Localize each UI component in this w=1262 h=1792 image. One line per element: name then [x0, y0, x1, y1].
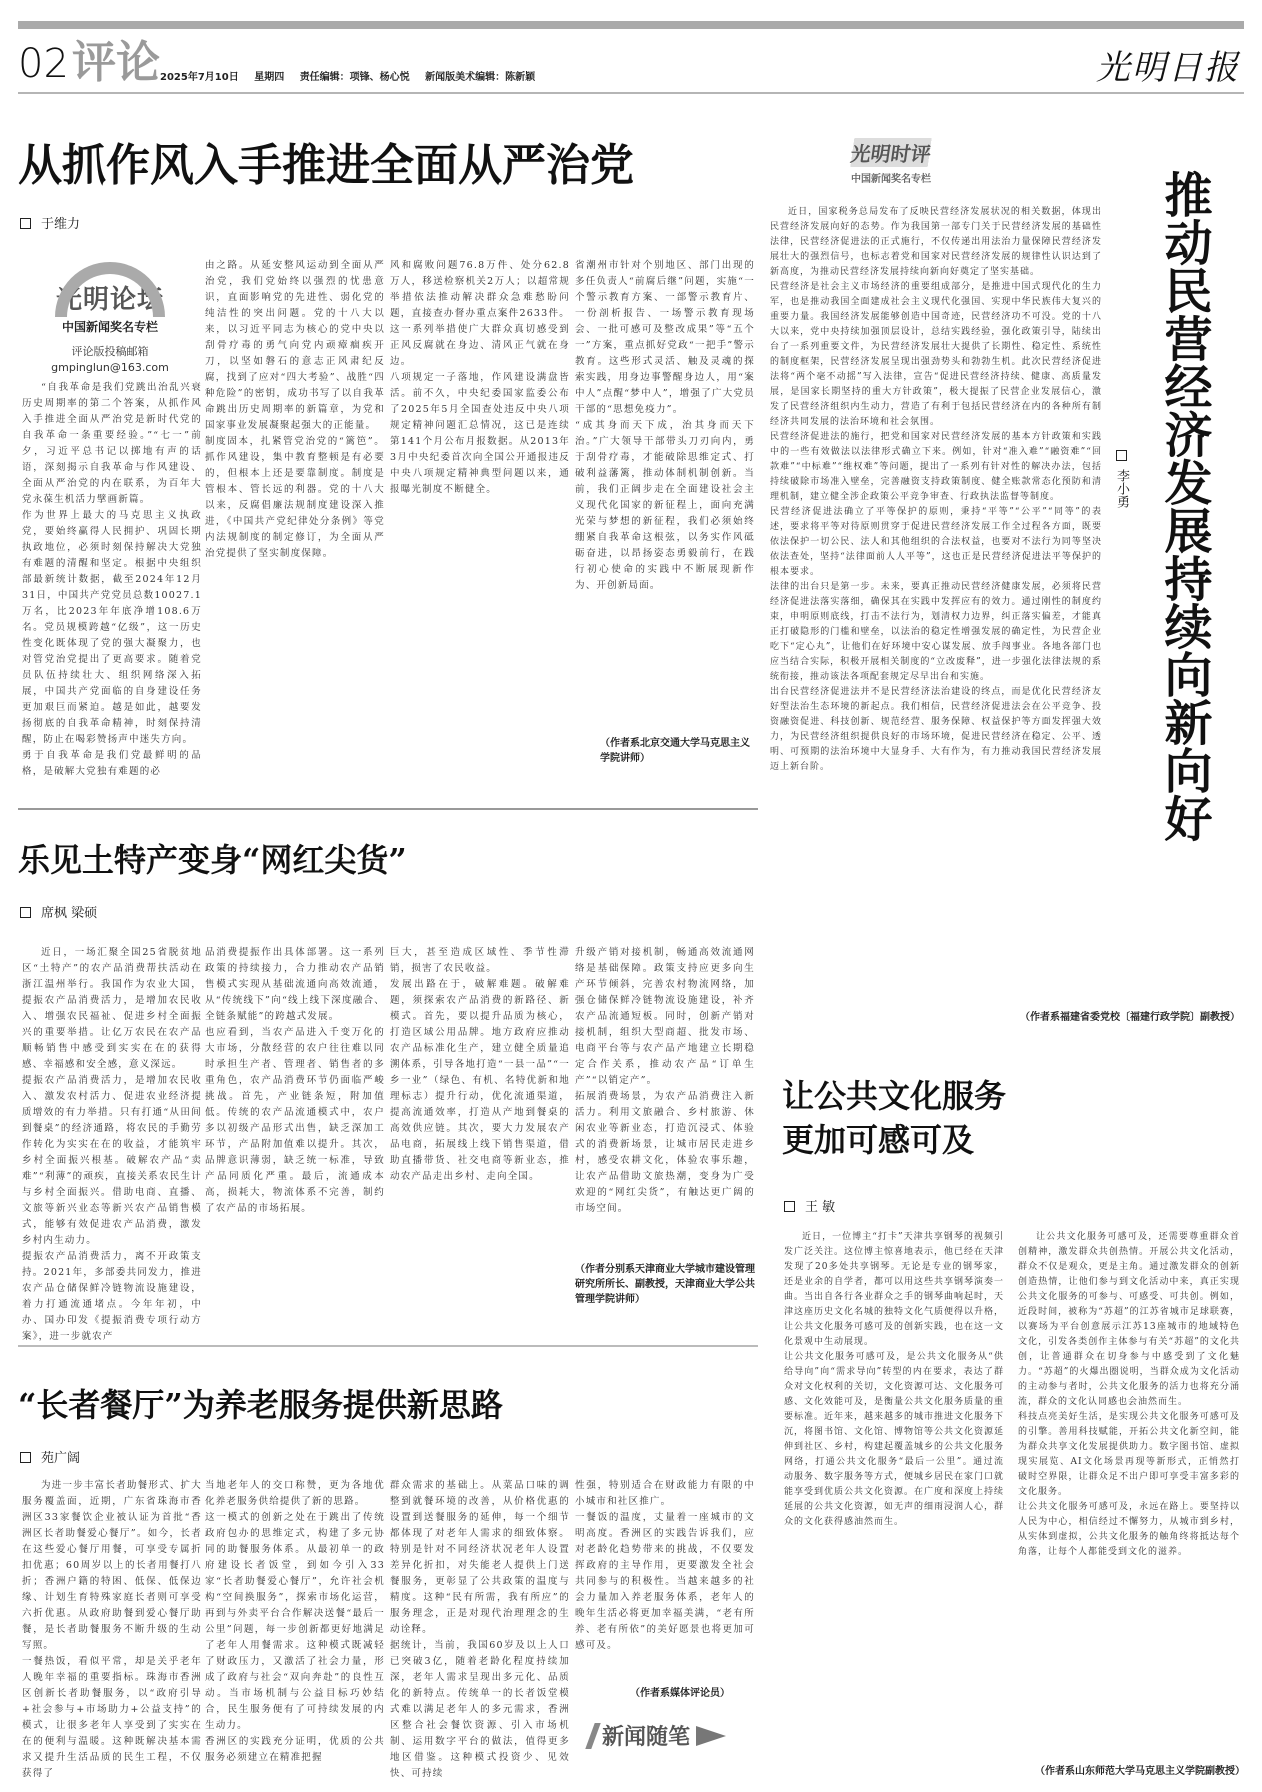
article3-byline	[20, 902, 97, 921]
logo-slash-icon	[585, 1723, 600, 1749]
article3-col-4	[575, 945, 755, 1253]
article4-credit: （作者系媒体评论员）	[630, 1688, 730, 1699]
article5-title-line1: 让公共文化服务	[782, 1077, 1007, 1115]
section-divider-1	[18, 808, 758, 810]
article3-col-2	[205, 945, 385, 1330]
forum-logo-name: 光明论坛	[55, 285, 164, 315]
article1-col-1	[22, 380, 202, 780]
article4-text-3: 群众需求的基础上。从菜品口味的调整到就餐环境的改善，从价格优惠的设置到送餐服务的延伸，每一个细节都体现了对老年人需求的细致体察。特别是针对不同经济状况老年人设置差异化折扣，对失能老人提供上门送餐服务，更彰显了公共政策的温度与精度。这种“民有所需，我有所应”的服务理念，正是对现代治理理念的生动诠释。 据统计，当前，我国60岁及以上人口已突破3亿，随着老龄化程度持续加深，老年人需求呈现出多元化、品质化的新特点。传统单一的长者饭堂模式难以满足老年人的多元需求，香洲区整合社会餐饮资源、引入市场机制、运用数字平台的做法，值得更多地区借鉴。这种模式投资少、见效快、可持续	[390, 1480, 570, 1779]
article3-text-1: 近日，一场汇聚全国25省脱贫地区“土特产”的农产品消费帮扶活动在浙江温州举行。我国作为农业大国，提振农产品消费活力，是增加农民收入、增强农民福祉、促进乡村全面振兴的重要举措。让亿万农民在农产品顺畅销售中感受到实实在在的获得感、幸福感和安全感，意义深远。 提振农产品消费活力，是增加农民收入、激发农村活力、促进农业经济提质增效的有力举措。只有打通“从田间到餐桌”的经济通路，将农民的手勤劳作转化为实实在在的收益，才能筑牢乡村全面振兴根基。破解农产品“卖难”“利薄”的顽疾，直接关系农民生计与乡村全面振兴。借助电商、直播、文旅等新兴业态等新兴农产品销售模式，能够有效促进农产品消费，激发乡村内生动力。 提振农产品消费活力，离不开政策支持。2021年，多部委共同发力，推进农产品仓储保鲜冷链物流设施建设，着力打通流通堵点。今年年初，中办、国办印发《提振消费专项行动方案》，进一步就农产	[22, 947, 202, 1342]
article3-title: 乐见土特产变身“网红尖货”	[18, 841, 407, 879]
article4-text-2: 当地老年人的交口称赞，更为各地优化养老服务供给提供了新的思路。 这一模式的创新之处在于跳出了传统政府包办的思维定式，构建了多元协同的助餐服务体系。从最初单一的政府建设长者饭堂，到如今引入33家“长者助餐爱心餐厅”，允许社会机构“空间换服务”，探索市场化运营，再到与外卖平台合作解决送餐“最后一公里”问题，每一步创新都更好地满足了老年人用餐需求。这种模式既减轻了财政压力，又激活了社会力量，形成了政府与社会“双向奔赴”的良性互动。当市场机制与公益目标巧妙结合，民生服务便有了可持续发展的内生动力。 香洲区的实践充分证明，优质的公共服务必须建立在精准把握	[205, 1480, 385, 1763]
article4-col-4	[575, 1478, 755, 1678]
article4-text-1: 为进一步丰富长者助餐形式、扩大服务覆盖面，近期，广东省珠海市香洲区33家餐饮企业被认证为首批“香洲区长者助餐爱心餐厅”。如今，长者在这些爱心餐厅用餐，可享受专属折扣优惠；60周岁以上的长者用餐打八折；香洲户籍的特困、低保、低保边缘、计划生育特殊家庭长者则可享受六折优惠。从政府助餐到爱心餐厅助餐，是长者助餐服务不断升级的生动写照。 一餐热饭，看似平常，却是关乎老年人晚年幸福的重要指标。珠海市香洲区创新长者助餐服务，以“政府引导+社会参与+市场助力+公益支持”的模式，让很多老年人享受到了实实在在的便利与温暖。这种既解决基本需求又提升生活品质的民生工程，不仅获得了	[22, 1480, 202, 1779]
article2-byline	[1112, 450, 1131, 508]
article2-text: 近日，国家税务总局发布了反映民营经济发展状况的相关数据，体现出民营经济发展向好的态势。作为我国第一部专门关于民营经济发展的基础性法律，民营经济促进法的正式施行，不仅传递出用法治力量保障民营经济发展壮大的强烈信号，也标志着党和国家对民营经济发展的规律性认识达到了新高度，为推动民营经济发展持续向新向好奠定了坚实基础。 民营经济是社会主义市场经济的重要组成部分，是推进中国式现代化的生力军，也是推动我国全面建成社会主义现代化强国、实现中华民族伟大复兴的重要力量。我国经济发展能够创造中国奇迹，民营经济功不可没。党的十八大以来，党中央持续加强顶层设计，总结实践经验，强化政策引导，陆续出台了一系列重要文件，为民营经济发展壮大提供了长期性、稳定性、系统性的制度框架，民营经济发展呈现出强劲势头和勃勃生机。此次民营经济促进法将“两个毫不动摇”写入法律，宣告“促进民营经济持续、健康、高质量发展，是国家长期坚持的重大方针政策”，极大提振了民营企业发展信心，激发了民营经济组织内生动力，营造了有利于包括民营经济在内的各种所有制经济共同发展的法治环境和社会氛围。 民营经济促进法的施行，把党和国家对民营经济发展的基本方针政策和实践中的一些有效做法以法律形式确立下来。例如，针对“准入难”“融资难”“回款难”“中标难”“维权难”等问题，提出了一系列有针对性的解决办法，包括持续破除市场准入壁垒，完善融资支持政策制度、健全账款常态化预防和清理机制，建立健全涉企政策公平竞争审查、行政执法监督等制度。 民营经济促进法确立了平等保护的原则，秉持“平等”“公平”“同等”的表述，要求将平等对待原则贯穿于促进民营经济发展工作全过程各方面，既要依法保护一切公民、法人和其他组织的合法权益，也要对不法行为同等坚决依法查处，坚持“法律面前人人平等”，这也正是民营经济促进法平等保护的根本要求。 法律的出台只是第一步。未来，要真正推动民营经济健康发展，必须将民营经济促进法落实落细，确保其在实践中发挥应有的效力。通过刚性的制度约束，申明原则底线，打击不法行为，划清权力边界，纠正落实偏差，才能真正打破隐形的门槛和壁垒，以法治的稳定性增强发展的确定性，为民营企业吃下“定心丸”，让他们在好环境中安心谋发展、放手闯事业。各地各部门也应当结合实际，积极开展相关制度的“立改废释”，进一步强化法律法规的系统衔接，推动该法各项配套规定尽早出台和实施。 出台民营经济促进法并不是民营经济法治建设的终点，而是优化民营经济友好型法治生态环境的新起点。我们相信，民营经济促进法会在公平竞争、投资融资促进、科技创新、规范经营、服务保障、权益保护等方面发挥强大效力，为民营经济组织提供良好的市场环境，促进民营经济在稳定、公平、透明、可预期的法治环境中大显身手、大有作为，有力推动我国民营经济发展迈上新台阶。	[770, 207, 1102, 772]
guangming-shiping-logo	[836, 138, 946, 185]
news-essay-logo-name: 新闻随笔	[602, 1725, 691, 1750]
byline-box-icon	[1116, 450, 1127, 461]
article5-credit: （作者系山东师范大学马克思主义学院副教授）	[1035, 1766, 1245, 1777]
article1-title: 从抓作风入手推进全面从严治党	[18, 140, 634, 191]
forum-email[interactable]: gmpinglun@163.com	[51, 361, 169, 374]
responsible-editors: 责任编辑：项锋、杨心悦	[299, 72, 410, 83]
guangming-forum-logo	[50, 262, 170, 374]
article4-title: “长者餐厅”为养老服务提供新思路	[18, 1386, 503, 1424]
art-editor: 新闻版美术编辑：陈新颖	[425, 72, 536, 83]
article5-text-2: 让公共文化服务可感可及，还需要尊重群众首创精神，激发群众共创热情。开展公共文化活动，群众不仅是观众，更是主角。通过激发群众的创新创造热情，让他们参与到文化活动中来，真正实现公共文化服务的可参与、可感受、可共创。例如，近段时间，被称为“苏超”的江苏省城市足球联赛，以赛场为平台创意展示江苏13座城市的地域特色文化，引发各类创作主体参与有关“苏超”的文化共创，让普通群众在切身参与中感受到了文化魅力。“苏超”的火爆出圈说明，当群众成为文化活动的主动参与者时，公共文化服务的活力也将充分涌流，群众的文化认同感也会油然而生。 科技点亮美好生活，是实现公共文化服务可感可及的引擎。善用科技赋能，开拓公共文化新空间，能为群众共享文化发展提供助力。数字图书馆、虚拟现实展览、AI文化场景再现等新形式，正悄然打破时空界限，让群众足不出户即可享受丰富多彩的文化服务。 让公共文化服务可感可及，永远在路上。要坚持以人民为中心，相信经过不懈努力，从城市到乡村，从实体到虚拟，公共文化服务的触角终将抵达每个角落，让每个人都能受到文化的滋养。	[1018, 1232, 1240, 1557]
forum-logo-arc	[55, 262, 165, 317]
forum-mailbox-label: 评论版投稿邮箱	[71, 345, 149, 358]
article1-byline	[20, 213, 80, 232]
forum-logo-subtitle: 中国新闻奖名专栏	[61, 320, 158, 334]
byline-box-icon	[20, 1452, 31, 1463]
article4-text-4: 性强，特别适合在财政能力有限的中小城市和社区推广。 一餐饭的温度，丈量着一座城市的文明高度。香洲区的实践告诉我们，应对老龄化趋势带来的挑战，不仅要发挥政府的主导作用，更要激发全社会共同参与的积极性。当越来越多的社会力量加入养老服务体系，老年人的晚年生活必将更加幸福美满，“老有所养、老有所依”的美好愿景也将更加可感可及。	[575, 1480, 755, 1651]
article4-author: 苑广阔	[41, 1451, 81, 1466]
article3-col-3	[390, 945, 570, 1330]
article3-credit: （作者分别系天津商业大学城市建设管理研究所所长、副教授，天津商业大学公共管理学院讲师）	[575, 1264, 755, 1305]
article1-text-4: 省潮州市针对个别地区、部门出现的多任负责人“前腐后继”问题，实施“一个警示教育方案、一部警示教育片、一份剖析报告、一场警示教育现场会、一批可感可及整改成果”等“五个一”方案，重点抓好党政“一把手”警示教育。这些形式灵活、触及灵魂的探索实践，用身边事警醒身边人，用“案中人”点醒“梦中人”，增强了广大党员干部的“思想免疫力”。 “成其身而天下成，治其身而天下治。”广大领导干部带头刀刃向内，勇于刮骨疗毒，才能破除思维定式、打破利益藩篱，推动体制机制创新。当前，我们正阔步走在全面建设社会主义现代化国家的新征程上，面向充满光荣与梦想的新征程，我们必须始终绷紧自我革命这根弦，以务实作风砥砺奋进，以昂扬姿态勇毅前行，在践行初心使命的实践中不断展现新作为、开创新局面。	[575, 260, 755, 591]
byline-box-icon	[20, 218, 31, 229]
article2-body	[770, 205, 1102, 985]
header-meta	[160, 68, 547, 83]
issue-date: 2025年7月10日	[160, 72, 239, 83]
article1-text-2: 由之路。从延安整风运动到全面从严治党，我们党始终以强烈的忧患意识，直面影响党的先进性、弱化党的纯洁性的突出问题。党的十八大以来，以习近平同志为核心的党中央以刮骨疗毒的勇气向党内顽瘴痼疾开刀，以坚如磐石的意志正风肃纪反腐，找到了应对“四大考验”、战胜“四种危险”的密钥，成功书写了以自我革命跳出历史周期率的新篇章，为党和国家事业发展凝聚起强大的正能量。 制度固本，扎紧管党治党的“篱笆”。抓作风建设，集中教育整顿是有必要的，但根本上还是要靠制度。制度是管根本、管长远的利器。党的十八大以来，反腐倡廉法规制度建设深入推进，《中国共产党纪律处分条例》等党内法规制度的制定修订，为全面从严治党提供了坚实制度保障。	[205, 260, 385, 559]
article5-author: 王 敏	[805, 1200, 836, 1215]
header-rule	[18, 92, 1244, 94]
article1-col-2	[205, 258, 385, 780]
section-divider-2	[18, 1345, 758, 1347]
page-number: 02	[18, 41, 69, 87]
news-essay-logo	[590, 1720, 726, 1751]
article3-author: 席枫 梁硕	[41, 906, 98, 921]
article2-title: 推动民营经济发展持续向新向好	[1156, 170, 1212, 842]
byline-box-icon	[20, 907, 31, 918]
article4-col-1	[22, 1478, 202, 1784]
article1-col-4	[575, 258, 755, 728]
article5-col-2	[1018, 1230, 1240, 1740]
article3-text-2: 品消费提振作出具体部署。这一系列政策的持续接力，合力推动农产品销售模式实现从基础流通向高效流通，从“传统线下”向“线上线下深度融合、全链条赋能”的跨越式发展。 也应看到，当农产品进入千变万化的大市场，分散经营的农户往往难以同时承担生产者、管理者、销售者的多重角色，农产品消费环节仍面临严峻挑战。首先，产业链条短，附加值低。传统的农产品流通模式中，农户多以初级产品形式出售，缺乏深加工环节，产品附加值难以提升。其次，品牌意识薄弱，缺乏统一标准，导致产品同质化严重。最后，流通成本高，损耗大，物流体系不完善，制约了农产品的市场拓展。	[205, 947, 385, 1214]
article1-credit: （作者系北京交通大学马克思主义学院讲师）	[600, 738, 750, 764]
article4-col-3	[390, 1478, 570, 1784]
article2-author: 李小勇	[1114, 469, 1129, 508]
pen-nib-icon	[696, 1726, 726, 1746]
article3-col-1	[22, 945, 202, 1342]
byline-box-icon	[784, 1201, 795, 1212]
header-top-bar	[18, 21, 1244, 29]
article4-byline	[20, 1447, 80, 1466]
article1-text-3: 风和腐败问题76.8万件、处分62.8万人，移送检察机关2万人；以超常规举措依法推动解决群众急难愁盼问题，直接查办督办重点案件2633件。这一系列举措使广大群众真切感受到正风反腐就在身边、清风正气就在身边。 八项规定一子落地，作风建设满盘皆活。前不久，中央纪委国家监委公布了2025年5月全国查处违反中央八项规定精神问题汇总情况，这已是连续第141个月公布月报数据。从2013年3月中央纪委首次向全国公开通报违反中央八项规定精神典型问题以来，通报曝光制度不断健全。	[390, 260, 570, 495]
article2-credit: （作者系福建省委党校〔福建行政学院〕副教授）	[1020, 1012, 1240, 1023]
newspaper-masthead: 光明日报	[1096, 48, 1240, 88]
article1-author: 于维力	[41, 217, 81, 232]
section-title: 评论	[72, 37, 160, 88]
article3-text-3: 巨大，甚至造成区域性、季节性滞销，损害了农民收益。 发展出路在于，破解难题。破解难题，须探索农产品消费的新路径、新模式。首先，要以提升品质为核心，打造区域公用品牌。地方政府应推动农产品标准化生产，建立健全质量追溯体系，引导各地打造“一县一品”“一乡一业”（绿色、有机、名特优新和地理标志）提升行动，优化流通渠道，提高流通效率，打造从产地到餐桌的高效供应链。其次，要大力发展农产品电商，拓展线上线下销售渠道，借助直播带货、社交电商等新业态，推动农产品走出乡村、走向全国。	[390, 947, 570, 1182]
article5-byline	[784, 1196, 835, 1215]
article3-text-4: 升级产销对接机制，畅通高效流通网络是基础保障。政策支持应更多向生产环节倾斜，完善农村物流网络，加强仓储保鲜冷链物流设施建设，补齐农产品流通短板。同时，创新产销对接机制，组织大型商超、批发市场、电商平台等与农产品产地建立长期稳定合作关系，推动农产品“订单生产”“以销定产”。 拓展消费场景，为农产品消费注入新活力。利用文旅融合、乡村旅游、休闲农业等新业态，打造沉浸式、体验式的消费新场景，让城市居民走进乡村，感受农耕文化，体验农事乐趣，让农产品借助文旅热潮，变身为广受欢迎的“网红尖货”，有触达更广阔的市场空间。	[575, 947, 755, 1214]
article5-text-1: 近日，一位博主“打卡”天津共享钢琴的视频引发广泛关注。这位博主惊喜地表示，他已经在天津发现了20多处共享钢琴。无论是专业的钢琴家，还是业余的自学者，都可以用这些共享钢琴演奏一曲。当出自各行各业群众之手的钢琴曲响起时，天津这座历史文化名城的独特文化气质便得以升格，让公共文化服务可感可及的创新实践，也在这一文化景观中生动展现。 让公共文化服务可感可及，是公共文化服务从“供给导向”向“需求导向”转型的内在要求，表达了群众对文化权利的关切，文化资源可达、文化服务可感、文化效能可及，是衡量公共文化服务质量的重要标准。近年来，越来越多的城市推进文化服务下沉，将图书馆、文化馆、博物馆等公共文化资源延伸到社区、乡村，构建起覆盖城乡的公共文化服务网络，打通公共文化服务“最后一公里”。通过流动服务、数字服务等方式，便城乡居民在家门口就能享受到优质公共文化资源。在广度和深度上持续延展的公共文化资源，如无声的细雨浸润人心，群众的文化获得感油然而生。	[784, 1232, 1005, 1527]
article4-col-2	[205, 1478, 385, 1784]
article1-col-3	[390, 258, 570, 780]
shiping-logo-name: 光明时评	[843, 138, 939, 167]
issue-weekday: 星期四	[254, 72, 285, 83]
article1-text-1: “自我革命是我们党跳出治乱兴衰历史周期率的第二个答案，从抓作风入手推进全面从严治党是新时代党的自我革命一条重要经验。”“七一”前夕，习近平总书记以掷地有声的话语，深刻揭示自我革命与作风建设、全面从严治党的内在联系，为百年大党永葆生机活力擘画新篇。 作为世界上最大的马克思主义执政党，要始终赢得人民拥护、巩固长期执政地位，必须时刻保持解决大党独有难题的清醒和坚定。根据中央组织部最新统计数据，截至2024年12月31日，中国共产党党员总数10027.1万名，比2023年年底净增108.6万名。党员规模跨越“亿级”，这一历史性变化既体现了党的强大凝聚力，也对管党治党提出了更高要求。随着党员队伍持续壮大、组织网络深入拓展，中国共产党面临的自身建设任务更加艰巨而紧迫。越是如此，越要发扬彻底的自我革命精神，时刻保持清醒，防止在喝彩赞扬声中迷失方向。 勇于自我革命是我们党最鲜明的品格，是破解大党独有难题的必	[22, 382, 202, 777]
article5-col-1	[784, 1230, 1004, 1770]
shiping-logo-subtitle: 中国新闻奖名专栏	[851, 174, 931, 185]
article5-title-line2: 更加可感可及	[782, 1121, 975, 1159]
